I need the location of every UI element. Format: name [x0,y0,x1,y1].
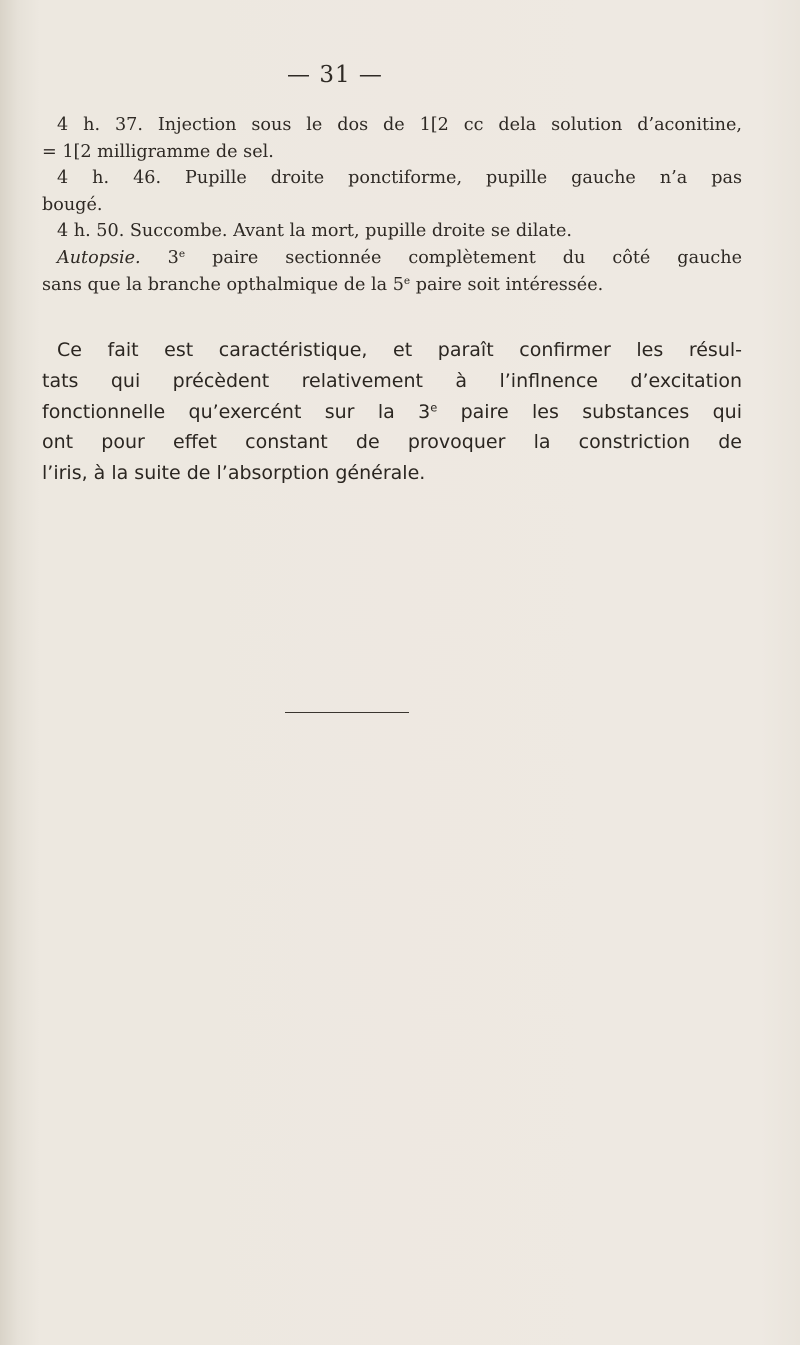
section-divider [285,712,409,713]
body-line: ont pour effet constant de provoquer la constriction de [42,431,742,454]
note-line [42,245,742,272]
body-line [42,397,742,428]
body-line: tats qui précèdent relativement à l’inflnence d’excitation [42,369,742,392]
body-line: l’iris, à la suite de l’absorption générale. [42,462,426,485]
body-text: fonctionnelle qu’exercént sur la 3 [42,400,431,423]
experiment-notes [42,112,742,298]
note-line: 4 h. 46. Pupille droite ponctiforme, pupille gauche n’a pas [57,168,742,189]
note-line: = 1[2 milligramme de sel. [42,141,274,162]
note-text: paire soit intéressée. [410,274,604,295]
note-text: sans que la branche opthalmique de la 5 [42,274,404,295]
body-paragraph [42,335,742,489]
note-text: paire sectionnée complètement du côté gauche [185,247,742,268]
paragraph [42,335,742,489]
superscript: e [403,274,411,287]
superscript: e [430,400,438,415]
body-line: Ce fait est caractéristique, et paraît confirmer les résul- [57,339,742,361]
autopsie-label: Autopsie. [57,247,141,268]
body-text: paire les substances qui [437,400,742,423]
note-text: 3 [140,247,179,268]
note-line: 4 h. 50. Succombe. Avant la mort, pupille droite se dilate. [57,221,572,242]
note-line: 4 h. 37. Injection sous le dos de 1[2 cc dela solution d’aconitine, [57,115,742,135]
page-number: — 31 — [287,62,383,88]
superscript: e [178,248,186,261]
note-line: bougé. [42,194,103,215]
note-line [42,272,742,299]
